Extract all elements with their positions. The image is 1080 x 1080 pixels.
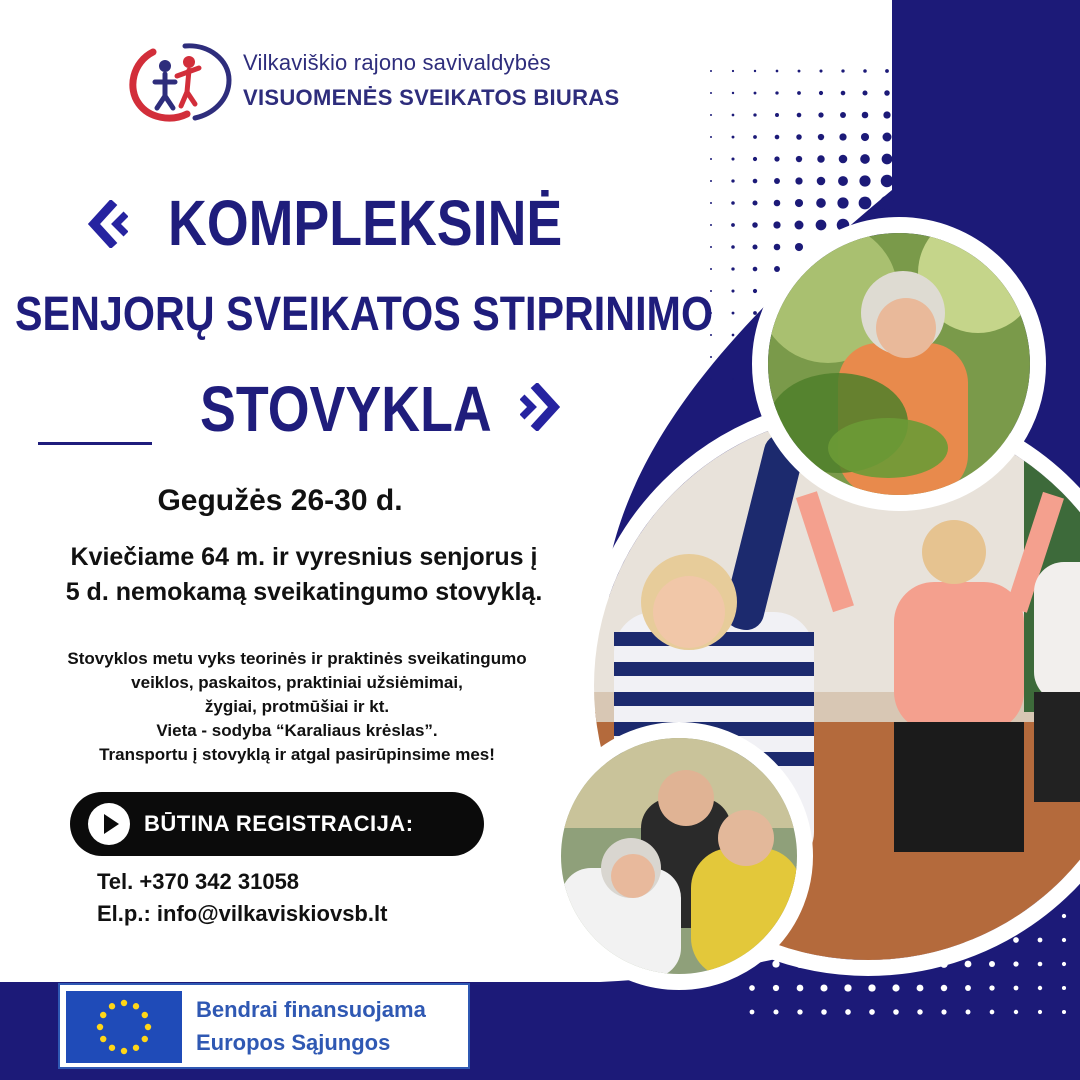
details-line: Stovyklos metu vyks teorinės ir praktinės sveikatingumo	[67, 649, 527, 668]
funding-line-1: Bendrai finansuojama	[196, 997, 426, 1022]
chevron-right-icon	[520, 383, 560, 431]
registration-button-label: BŪTINA REGISTRACIJA:	[144, 811, 414, 836]
chevron-left-icon	[88, 200, 128, 248]
event-details	[0, 647, 594, 767]
eu-funding-badge	[58, 983, 470, 1069]
details-line: Transportu į stovyklą ir atgal pasirūpinsime mes!	[99, 745, 495, 764]
contact-email[interactable]: El.p.: info@vilkaviskiovsb.lt	[97, 901, 388, 926]
eu-flag-icon	[66, 991, 182, 1063]
details-line: žygiai, protmūšiai ir kt.	[204, 697, 390, 716]
organization-logo	[125, 38, 235, 122]
contact-phone[interactable]: Tel. +370 342 31058	[97, 869, 300, 894]
organization-name: Vilkaviškio rajono savivaldybės	[243, 50, 551, 75]
photo-seniors-laughing-outdoors	[545, 722, 813, 990]
photo-senior-woman-outdoors	[752, 217, 1046, 511]
details-line: Vieta - sodyba “Karaliaus krėslas”.	[156, 721, 438, 740]
play-icon	[88, 803, 130, 845]
details-line: veiklos, paskaitos, praktiniai užsiėmimai,	[131, 673, 463, 692]
headline-line-2: SENJORŲ SVEIKATOS STIPRINIMO	[15, 288, 714, 341]
invitation-line: 5 d. nemokamą sveikatingumo stovyklą.	[65, 578, 543, 606]
headline-divider	[38, 442, 152, 445]
event-date: Gegužės 26-30 d.	[157, 484, 403, 517]
event-invitation	[0, 540, 608, 610]
funding-line-2: Europos Sąjungos	[196, 1030, 391, 1055]
headline-line-3: STOVYKLA	[200, 373, 492, 445]
organization-department: VISUOMENĖS SVEIKATOS BIURAS	[243, 85, 620, 110]
invitation-line: Kviečiame 64 m. ir vyresnius senjorus į	[70, 543, 538, 571]
registration-button[interactable]	[70, 792, 484, 856]
headline-line-1: KOMPLEKSINĖ	[168, 187, 563, 259]
